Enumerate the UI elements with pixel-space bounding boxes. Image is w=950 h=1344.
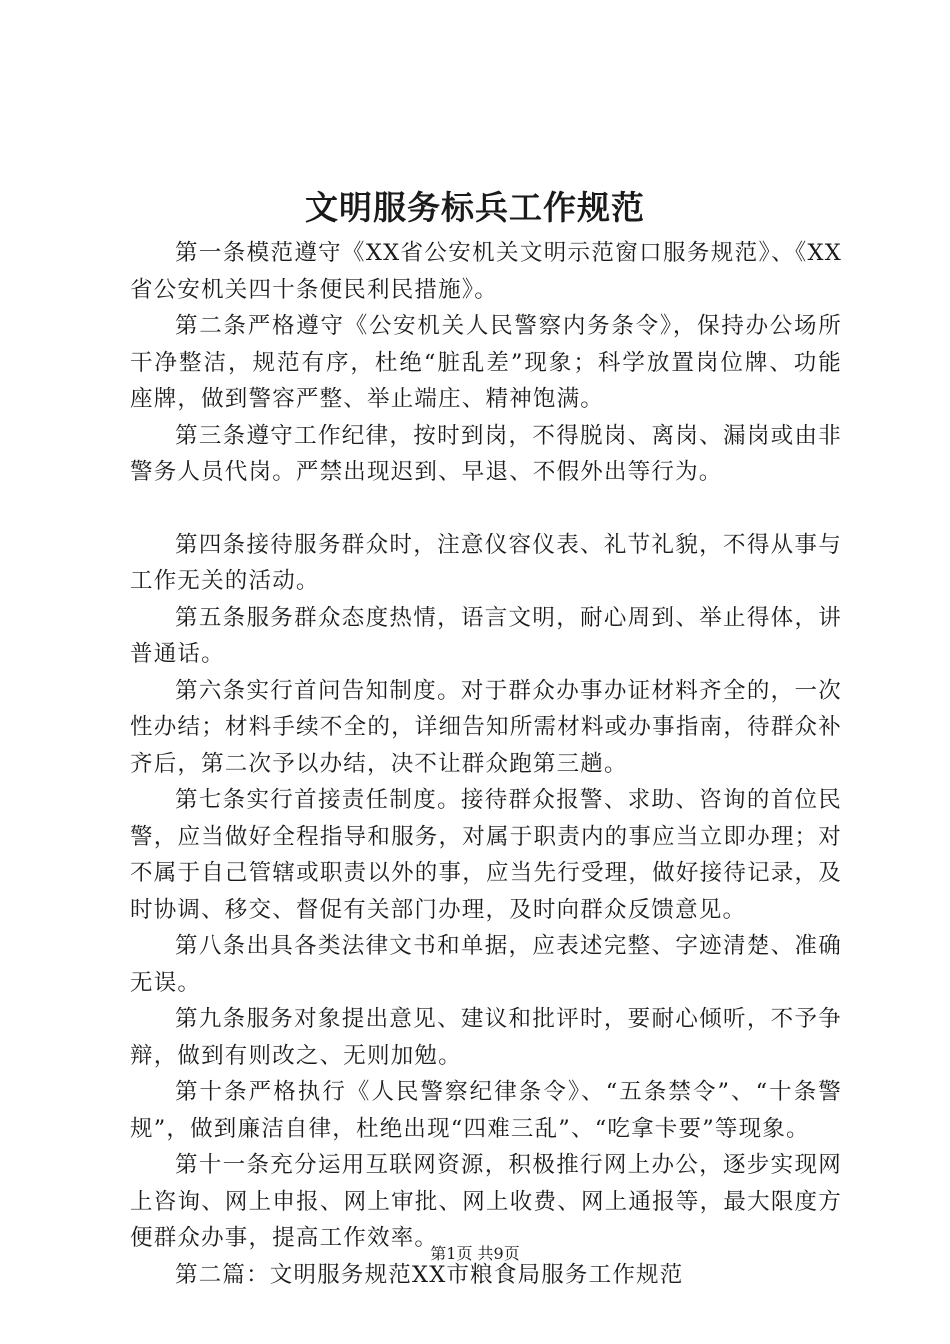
article-10: 第十条严格执行《人民警察纪律条令》、“五条禁令”、“十条警规”，做到廉洁自律，杜绝出现“四难三乱”、“吃拿卡要”等现象。 <box>130 1079 842 1142</box>
article-5: 第五条服务群众态度热情，语言文明，耐心周到、举止得体，讲普通话。 <box>130 604 842 667</box>
article-3: 第三条遵守工作纪律，按时到岗，不得脱岗、离岗、漏岗或由非警务人员代岗。严禁出现迟到、早退、不假外出等行为。 <box>130 422 842 485</box>
page-footer: 第1页 共9页 <box>430 1244 520 1263</box>
article-7: 第七条实行首接责任制度。接待群众报警、求助、咨询的首位民警，应当做好全程指导和服务，对属于职责内的事应当立即办理；对不属于自己管辖或职责以外的事，应当先行受理，做好接待记录，及时协调、移交、督促有关部门办理，及时向群众反馈意见。 <box>130 787 842 923</box>
article-4: 第四条接待服务群众时，注意仪容仪表、礼节礼貌，不得从事与工作无关的活动。 <box>130 531 842 594</box>
article-1: 第一条模范遵守《XX省公安机关文明示范窗口服务规范》、《XX省公安机关四十条便民利民措施》。 <box>130 240 842 303</box>
document-title: 文明服务标兵工作规范 <box>305 188 645 227</box>
document-body <box>130 235 842 1293</box>
article-11: 第十一条充分运用互联网资源，积极推行网上办公，逐步实现网上咨询、网上申报、网上审批、网上收费、网上通报等，最大限度方便群众办事，提高工作效率。 <box>130 1152 842 1251</box>
article-6: 第六条实行首问告知制度。对于群众办事办证材料齐全的，一次性办结；材料手续不全的，详细告知所需材料或办事指南，待群众补齐后，第二次予以办结，决不让群众跑第三趟。 <box>130 677 842 777</box>
article-8: 第八条出具各类法律文书和单据，应表述完整、字迹清楚、准确无误。 <box>130 933 842 996</box>
section-heading-part-2: 第二篇：文明服务规范XX市粮食局服务工作规范 <box>175 1261 684 1288</box>
article-9: 第九条服务对象提出意见、建议和批评时，要耐心倾听，不予争辩，做到有则改之、无则加勉。 <box>130 1006 842 1069</box>
article-2: 第二条严格遵守《公安机关人民警察内务条令》，保持办公场所干净整洁，规范有序，杜绝“脏乱差”现象；科学放置岗位牌、功能座牌，做到警容严整、举止端庄、精神饱满。 <box>130 313 842 412</box>
